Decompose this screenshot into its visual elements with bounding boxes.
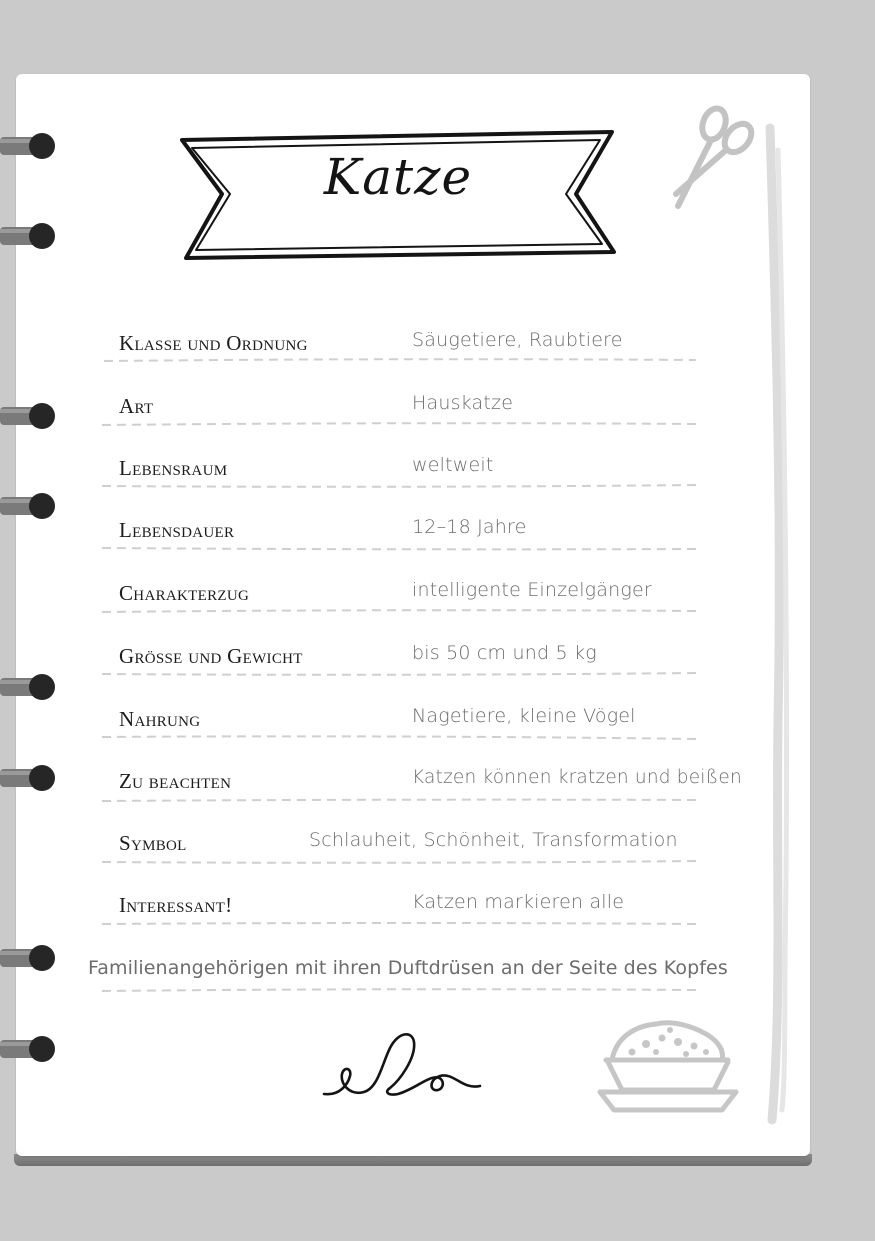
row-label: Lebensdauer [119,518,235,542]
row-value: Katzen können kratzen und beißen [412,767,742,788]
row-value: Nagetiere, kleine Vögel [412,705,636,727]
row-value: Schlauheit, Schönheit, Transformation [309,829,678,851]
divider [96,546,706,552]
table-row [0,707,875,747]
row-label: Symbol [119,831,187,855]
row-value: intelligente Einzelgänger [412,579,652,601]
divider [96,421,706,427]
table-row [0,769,875,809]
row-label: Zu beachten [119,769,232,793]
table-row [0,893,875,933]
table-row [0,456,875,496]
row-label: Interessant! [119,893,233,917]
row-label: Klasse und Ordnung [119,331,308,355]
table-row [0,518,875,558]
row-label: Art [119,394,154,418]
spiral-binding-ring-icon [0,945,55,971]
table-row [0,644,875,684]
spiral-binding-ring-icon [0,493,55,519]
divider [96,671,706,677]
row-label: Nahrung [119,707,201,731]
row-value: bis 50 cm und 5 kg [412,642,597,664]
row-value: Säugetiere, Raubtiere [412,329,623,351]
spiral-binding-ring-icon [0,1036,55,1062]
row-value: 12–18 Jahre [412,516,527,538]
row-value: Hauskatze [412,392,514,414]
scissors-icon [664,98,760,218]
row-value: Katzen markieren alle [412,891,625,913]
table-row [0,331,875,371]
divider [96,483,706,489]
flourish-icon [320,1024,490,1104]
divider [96,608,706,614]
divider [96,735,706,741]
row-label: Charakterzug [119,581,250,605]
table-row [0,831,875,871]
food-bowl-icon [594,1016,740,1116]
divider [96,921,706,927]
row-value: weltweit [412,454,494,476]
table-row [0,581,875,621]
divider [96,859,706,865]
divider [96,358,706,364]
page-title: Katze [323,148,473,206]
divider [96,797,706,803]
table-row [0,394,875,434]
row-value-continuation: Familienangehörigen mit ihren Duftdrüsen an der Seite des Kopfes [88,957,728,979]
spiral-binding-ring-icon [0,133,55,159]
spiral-binding-ring-icon [0,223,55,249]
row-label: Grösse und Gewicht [119,644,303,668]
divider [96,987,706,993]
row-label: Lebensraum [119,456,228,480]
